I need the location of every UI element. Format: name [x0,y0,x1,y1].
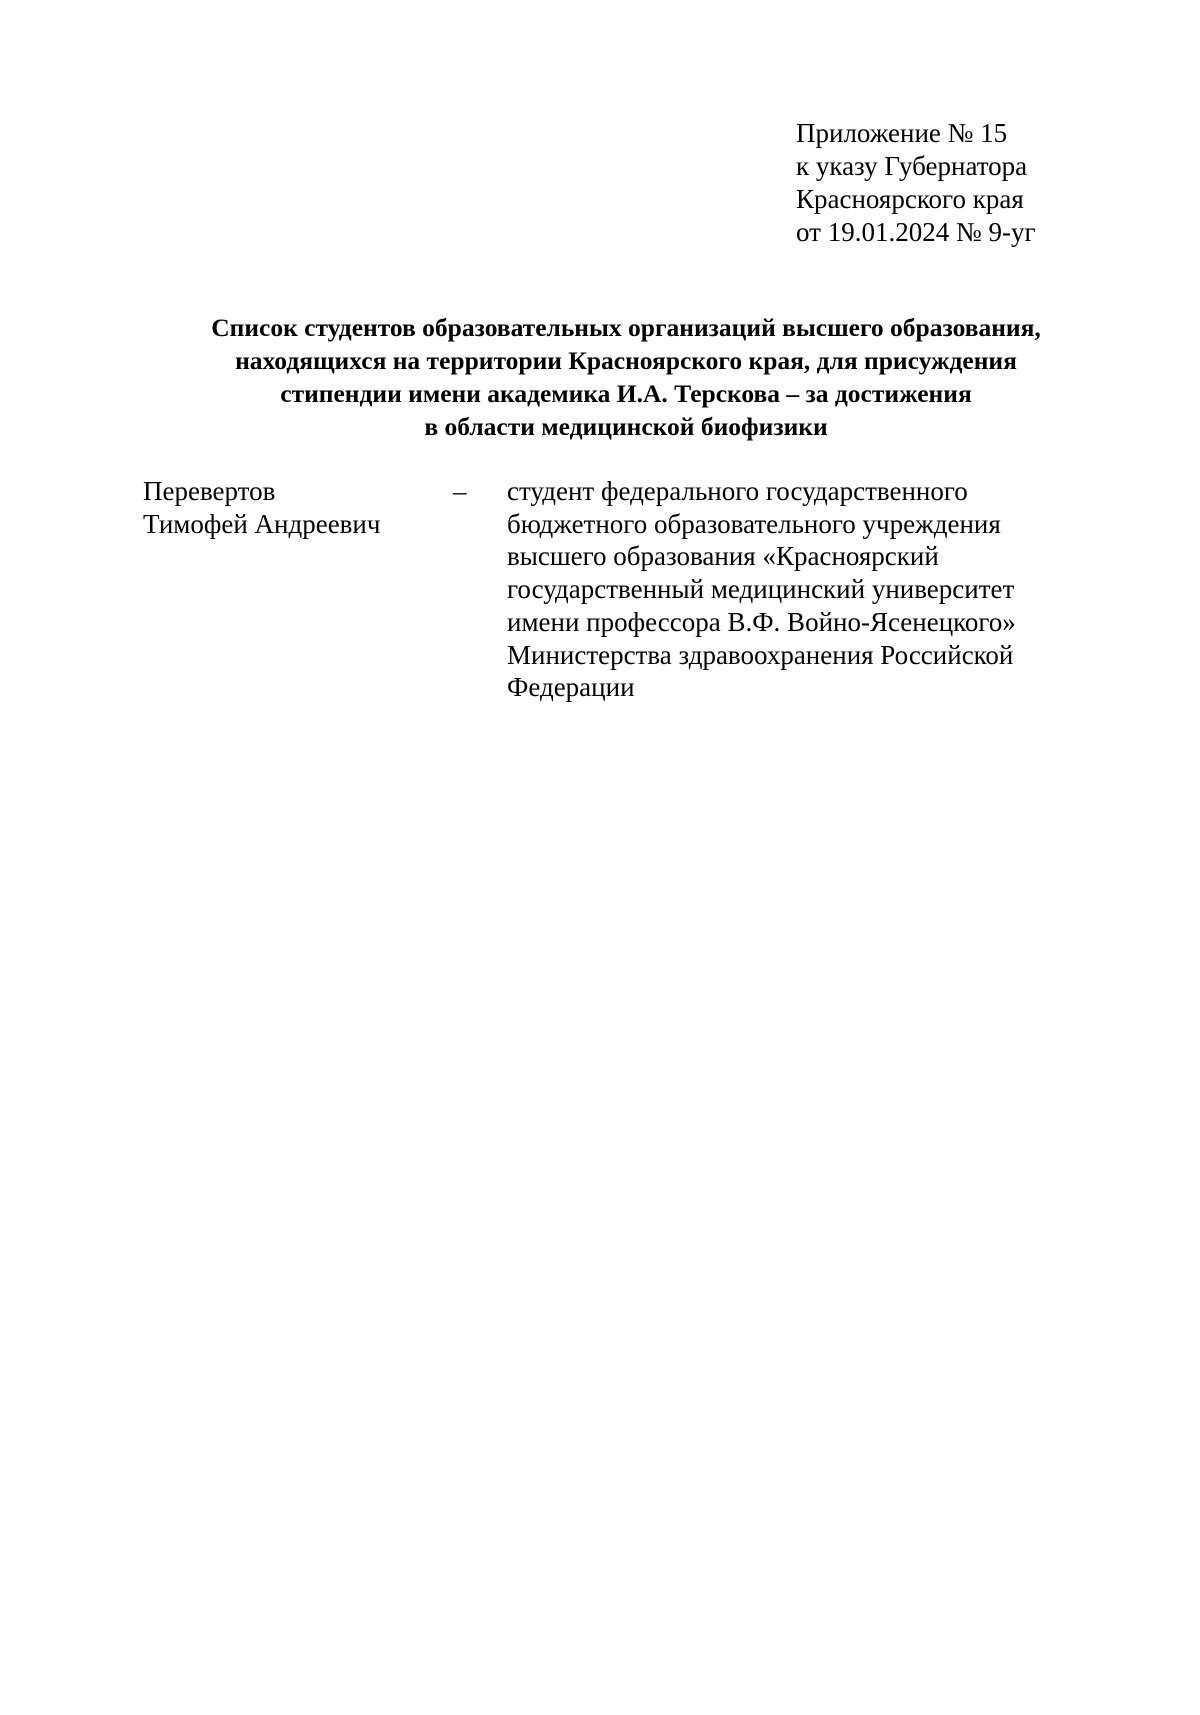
description-line: Федерации [507,672,635,703]
appendix-number: Приложение № 15 [796,118,1008,148]
student-name [143,475,380,540]
title-line: Список студентов образовательных организаций высшего образования, [211,313,1041,342]
description-line: бюджетного образовательного учреждения [507,508,1001,539]
student-given-names: Тимофей Андреевич [143,508,381,539]
appendix-block [796,117,1036,249]
appendix-region: Красноярского края [796,184,1024,214]
document-title [0,311,1200,443]
appendix-date: от 19.01.2024 № 9-уг [796,217,1036,247]
student-description [507,475,1016,704]
description-line: студент федерального государственного [507,476,968,506]
appendix-reference: к указу Губернатора [796,151,1028,181]
student-surname: Перевертов [143,476,276,506]
title-line: стипендии имени академика И.А. Терскова – за достижения [280,379,972,408]
description-line: Министерства здравоохранения Российской [507,639,1014,670]
entry-dash: – [453,476,467,506]
description-line: имени профессора В.Ф. Войно-Ясенецкого» [507,606,1016,637]
description-line: высшего образования «Красноярский [507,541,939,572]
title-line: находящихся на территории Красноярского края, для присуждения [235,346,1017,375]
title-line: в области медицинской биофизики [424,412,828,441]
description-line: государственный медицинский университет [507,574,1015,605]
